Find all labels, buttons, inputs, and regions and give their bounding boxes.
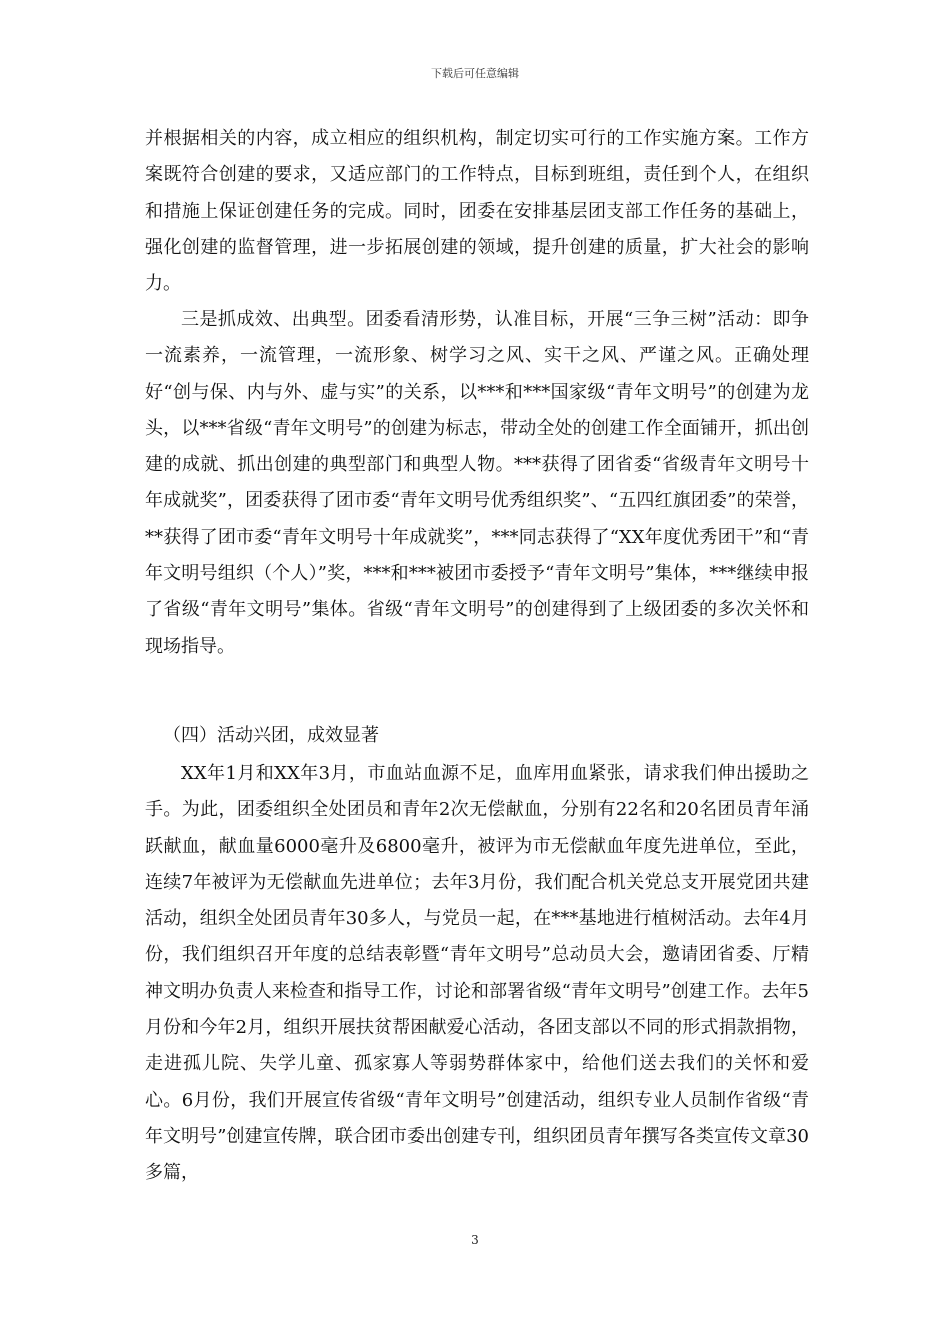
page-number: 3 <box>471 1233 479 1247</box>
page-header: 下载后可任意编辑 <box>431 67 519 80</box>
paragraph-three-focus: 三是抓成效、出典型。团委看清形势，认准目标，开展“三争三树”活动：即争一流素养，一流管理，一流形象、树学习之风、实干之风、严谨之风。正确处理好“创与保、内与外、虚与实”的关系，以***和***国家级“青年文明号”的创建为龙头，以***省级“青年文明号”的创建为标志，带动全处的创建工作全面铺开，抓出创建的成就、抓出创建的典型部门和典型人物。***获得了团省委“省级青年文明号十年成就奖”，团委获得了团市委“青年文明号优秀组织奖”、“五四红旗团委”的荣誉，**获得了团市委“青年文明号十年成就奖”，***同志获得了“XX年度优秀团干”和“青年文明号组织（个人）”奖，***和***被团市委授予“青年文明号”集体，***继续申报了省级“青年文明号”集体。省级“青年文明号”的创建得到了上级团委的多次关怀和现场指导。 <box>145 309 809 657</box>
paragraph-activities: XX年1月和XX年3月，市血站血源不足，血库用血紧张，请求我们伸出援助之手。为此，团委组织全处团员和青年2次无偿献血，分别有22名和20名团员青年涌跃献血，献血量6000毫升及6800毫升，被评为市无偿献血年度先进单位，至此，连续7年被评为无偿献血先进单位；去年3月份，我们配合机关党总支开展党团共建活动，组织全处团员青年30多人，与党员一起，在***基地进行植树活动。去年4月份，我们组织召开年度的总结表彰暨“青年文明号”总动员大会，邀请团省委、厅精神文明办负责人来检查和指导工作，讨论和部署省级“青年文明号”创建工作。去年5月份和今年2月，组织开展扶贫帮困献爱心活动，各团支部以不同的形式捐款捐物，走进孤儿院、失学儿童、孤家寡人等弱势群体家中，给他们送去我们的关怀和爱心。6月份，我们开展宣传省级“青年文明号”创建活动，组织专业人员制作省级“青年文明号”创建宣传牌，联合团市委出创建专刊，组织团员青年撰写各类宣传文章30多篇， <box>145 763 809 1184</box>
section-heading: （四）活动兴团，成效显著 <box>163 725 379 746</box>
paragraph-continuation: 并根据相关的内容，成立相应的组织机构，制定切实可行的工作实施方案。工作方案既符合创建的要求，又适应部门的工作特点，目标到班组，责任到个人，在组织和措施上保证创建任务的完成。同时，团委在安排基层团支部工作任务的基础上，强化创建的监督管理，进一步拓展创建的领域，提升创建的质量，扩大社会的影响力。 <box>145 128 809 295</box>
